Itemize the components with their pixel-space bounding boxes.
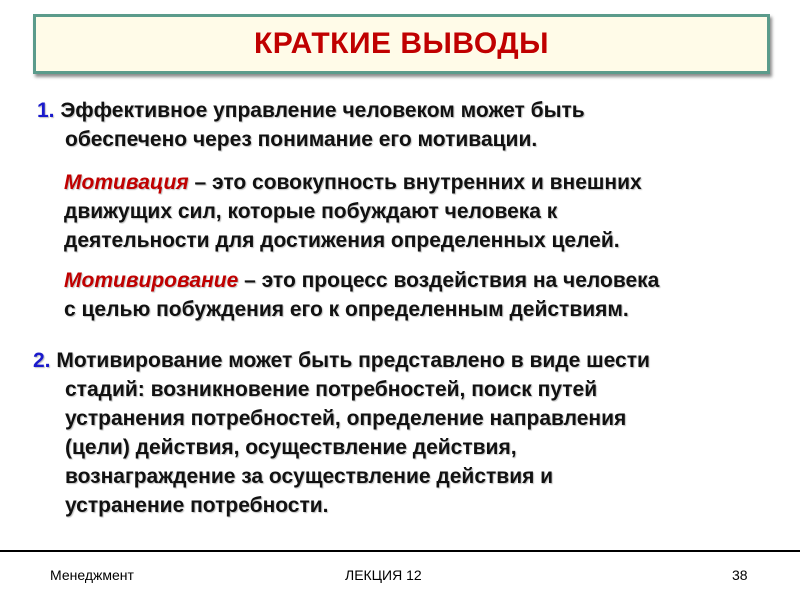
point-1-text-line-1: Эффективное управление человеком может быть bbox=[60, 99, 585, 122]
point-2-line-1 bbox=[33, 346, 763, 375]
conclusion-point-2 bbox=[33, 346, 763, 520]
point-2-text-line-2: стадий: возникновение потребностей, поиск путей bbox=[65, 378, 598, 401]
point-1-number: 1. bbox=[37, 99, 55, 122]
point-2-text-line-5: вознаграждение за осуществление действия и bbox=[65, 465, 554, 488]
slide-title-box bbox=[33, 14, 770, 74]
footer-divider bbox=[0, 550, 800, 552]
point-1-line-1 bbox=[37, 96, 737, 125]
definition-motivating bbox=[64, 266, 774, 324]
definition-motivation-line-1 bbox=[64, 168, 764, 197]
footer-lecture-label: ЛЕКЦИЯ 12 bbox=[345, 567, 422, 583]
slide-title: КРАТКИЕ ВЫВОДЫ bbox=[253, 27, 550, 60]
footer-page-number: 38 bbox=[732, 567, 748, 583]
point-2-text-line-4: (цели) действия, осуществление действия, bbox=[65, 436, 517, 459]
footer-course-name: Менеджмент bbox=[50, 567, 134, 583]
point-2-text-line-1: Мотивирование может быть представлено в виде шести bbox=[50, 349, 650, 372]
term-motivation: Мотивация bbox=[64, 171, 189, 194]
point-1-text-line-2: обеспечено через понимание его мотивации. bbox=[65, 128, 538, 151]
term-motivating: Мотивирование bbox=[64, 269, 239, 292]
definition-motivation-text-1: – это совокупность внутренних и внешних bbox=[188, 171, 642, 194]
definition-motivation-line-3: деятельности для достижения определенных целей. bbox=[64, 229, 620, 252]
point-2-text-line-3: устранения потребностей, определение направления bbox=[65, 407, 627, 430]
point-2-text-line-6: устранение потребности. bbox=[65, 494, 329, 517]
point-2-number: 2. bbox=[33, 349, 51, 372]
definition-motivating-line-2: с целью побуждения его к определенным действиям. bbox=[64, 298, 629, 321]
conclusion-point-1 bbox=[37, 96, 737, 154]
definition-motivating-text-1: – это процесс воздействия на человека bbox=[238, 269, 660, 292]
definition-motivation-line-2: движущих сил, которые побуждают человека к bbox=[64, 200, 558, 223]
definition-motivating-line-1 bbox=[64, 266, 774, 295]
definition-motivation bbox=[64, 168, 764, 255]
